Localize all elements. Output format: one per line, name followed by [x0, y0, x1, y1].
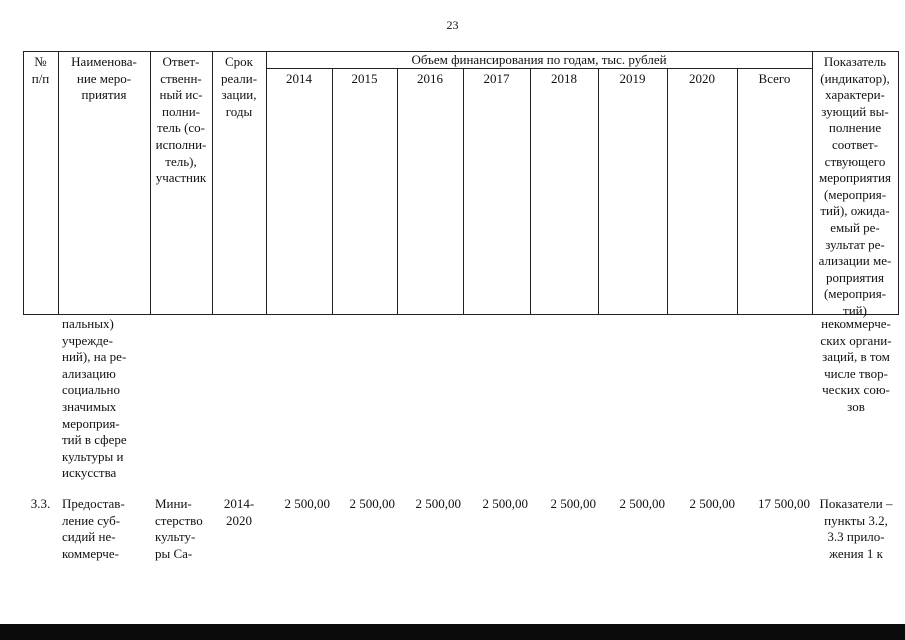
row-3-3-indicator: Показатели – пункты 3.2, 3.3 прило- жения 1 к: [819, 496, 893, 561]
header-year-2019: 2019: [619, 71, 646, 86]
header-year-2016: 2016: [417, 71, 443, 86]
continuation-name: пальных) учрежде- ний), на ре- ализацию социально значимых мероприя- тий в сфере культуры и искусства: [62, 316, 127, 481]
row-3-3-responsible: Мини- стерство культу- ры Са-: [155, 496, 203, 561]
row-3-3-name: Предостав- ление суб- сидий не- коммерче-: [62, 496, 125, 561]
header-year-2015: 2015: [351, 71, 378, 86]
row-3-3-value-2017: 2 500,00: [482, 496, 528, 511]
header-name: Наименова- ние меро- приятия: [71, 54, 137, 103]
page-number: 23: [446, 18, 459, 32]
row-3-3-value-total: 17 500,00: [758, 496, 810, 511]
header-indicator: Показатель (индикатор), характери- зующий вы- полнение соответ- ствующего мероприятия (мероприя- тий), ожида- емый ре- зультат ре- ализации ме- роприятия (мероприя- тий): [818, 54, 892, 318]
continuation-indicator: некоммерче- ских органи- заций, в том числе твор- ческих сою- зов: [820, 316, 892, 414]
header-funding: Объем финансирования по годам, тыс. рублей: [411, 52, 667, 67]
row-3-3-term: 2014- 2020: [223, 496, 255, 528]
row-3-3-value-2016: 2 500,00: [415, 496, 461, 511]
row-3-3-num: 3.3.: [30, 496, 51, 511]
row-3-3-value-2015: 2 500,00: [349, 496, 395, 511]
row-3-3-value-2020: 2 500,00: [689, 496, 735, 511]
header-year-2018: 2018: [551, 71, 577, 86]
header-responsible: Ответ- ственн- ный ис- полни- тель (со- исполни- тель), участник: [155, 54, 207, 186]
row-3-3-value-2018: 2 500,00: [550, 496, 596, 511]
scan-edge-bar: [0, 624, 905, 640]
header-total: Всего: [758, 71, 791, 86]
header-year-2014: 2014: [286, 71, 312, 86]
header-year-2017: 2017: [483, 71, 510, 86]
row-3-3-value-2014: 2 500,00: [284, 496, 330, 511]
row-3-3-value-2019: 2 500,00: [619, 496, 665, 511]
header-year-2020: 2020: [689, 71, 715, 86]
header-term: Срок реали- зации, годы: [220, 54, 258, 119]
header-num: № п/п: [31, 54, 50, 86]
